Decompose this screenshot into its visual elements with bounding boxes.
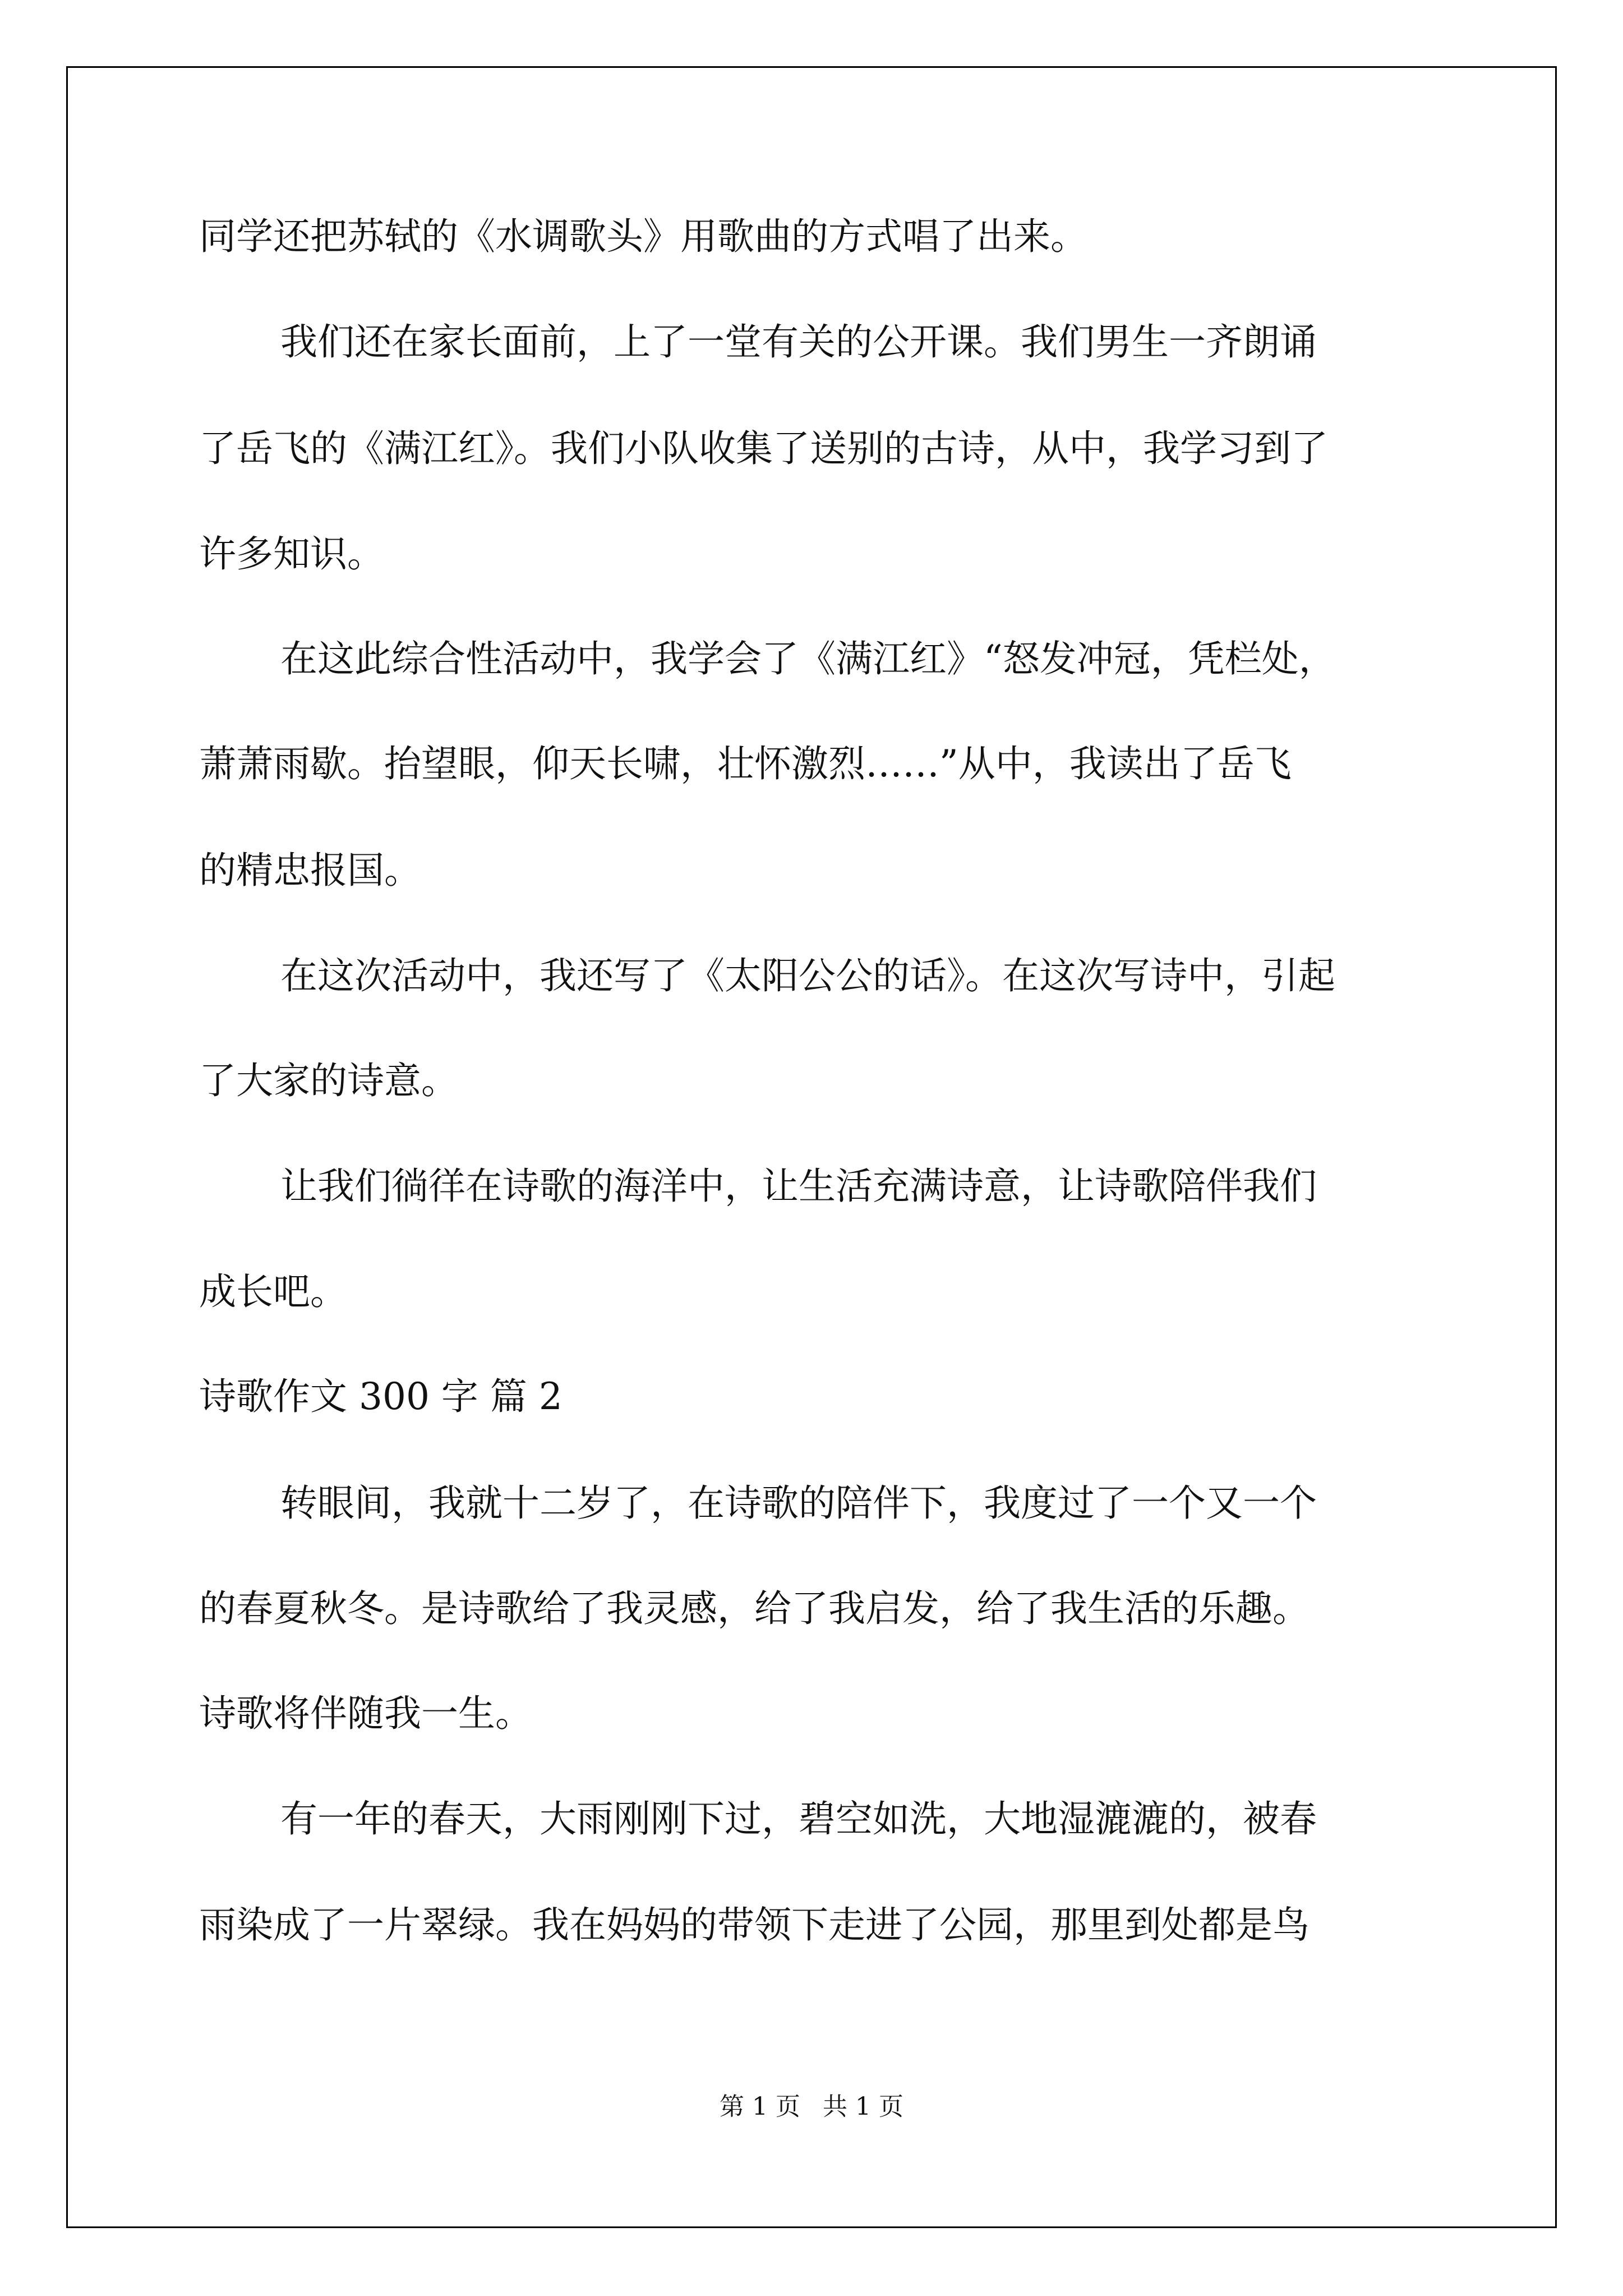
text-line: 成长吧。 xyxy=(199,1270,347,1313)
paragraph-start: 在这此综合性活动中，我学会了《满江红》“怒发冲冠，凭栏处， xyxy=(280,637,1336,680)
paragraph-start: 让我们徜徉在诗歌的海洋中，让生活充满诗意，让诗歌陪伴我们 xyxy=(280,1165,1317,1208)
text-line: 萧萧雨歇。抬望眼，仰天长啸，壮怀激烈……”从中，我读出了岳飞 xyxy=(199,742,1292,785)
paragraph-start: 有一年的春天，大雨刚刚下过，碧空如洗，大地湿漉漉的，被春 xyxy=(280,1797,1317,1841)
section-heading: 诗歌作文 300 字 篇 2 xyxy=(199,1375,562,1418)
text-line: 的春夏秋冬。是诗歌给了我灵感，给了我启发，给了我生活的乐趣。 xyxy=(199,1587,1310,1630)
text-line: 诗歌将伴随我一生。 xyxy=(199,1692,532,1735)
page-total: 共 1 页 xyxy=(823,2092,903,2121)
text-line: 了岳飞的《满江红》。我们小队收集了送别的古诗，从中，我学习到了 xyxy=(199,427,1328,470)
text-line: 雨染成了一片翠绿。我在妈妈的带领下走进了公园，那里到处都是鸟 xyxy=(199,1903,1310,1947)
page-footer xyxy=(0,2091,1623,2123)
paragraph-start: 转眼间，我就十二岁了，在诗歌的陪伴下，我度过了一个又一个 xyxy=(280,1481,1317,1525)
paragraph-start: 在这次活动中，我还写了《太阳公公的话》。在这次写诗中，引起 xyxy=(280,954,1335,997)
text-line: 的精忠报国。 xyxy=(199,849,421,892)
page-number: 第 1 页 xyxy=(720,2092,800,2121)
text-line: 了大家的诗意。 xyxy=(199,1059,458,1102)
text-line: 同学还把苏轼的《水调歌头》用歌曲的方式唱了出来。 xyxy=(199,215,1087,258)
text-line: 许多知识。 xyxy=(199,532,384,576)
paragraph-start: 我们还在家长面前，上了一堂有关的公开课。我们男生一齐朗诵 xyxy=(280,320,1317,364)
